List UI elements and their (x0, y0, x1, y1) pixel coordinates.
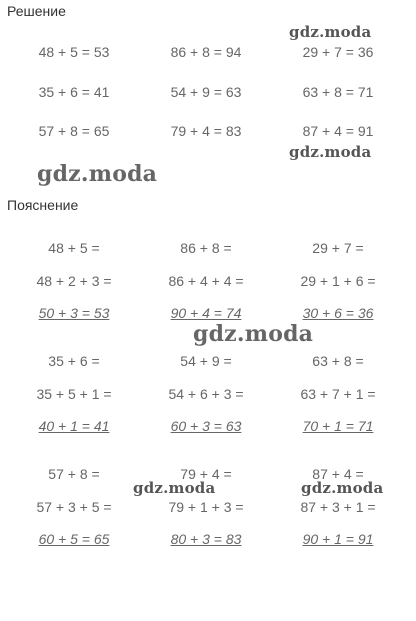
solution-equation: 63 + 8 = 71 (302, 84, 374, 100)
explanation-split: 86 + 4 + 4 = (168, 273, 244, 289)
watermark: gdz.moda (133, 479, 216, 497)
explanation-split: 79 + 1 + 3 = (168, 499, 244, 515)
explanation-split: 54 + 6 + 3 = (168, 386, 244, 402)
explanation-result: 60 + 5 = 65 (38, 531, 110, 547)
solution-equation: 54 + 9 = 63 (170, 84, 242, 100)
watermark: gdz.moda (301, 479, 384, 497)
explanation-split: 87 + 3 + 1 = (300, 499, 376, 515)
explanation-heading: Пояснение (7, 197, 79, 213)
explanation-result: 90 + 4 = 74 (170, 305, 242, 321)
explanation-result: 70 + 1 = 71 (302, 418, 374, 434)
explanation-problem: 86 + 8 = (180, 240, 232, 256)
watermark: gdz.moda (289, 23, 372, 41)
explanation-split: 48 + 2 + 3 = (36, 273, 112, 289)
explanation-split: 29 + 1 + 6 = (300, 273, 376, 289)
explanation-split: 35 + 5 + 1 = (36, 386, 112, 402)
solution-equation: 86 + 8 = 94 (170, 44, 242, 60)
solution-heading: Решение (7, 3, 66, 19)
explanation-problem: 57 + 8 = (48, 466, 100, 482)
explanation-problem: 35 + 6 = (48, 353, 100, 369)
explanation-problem: 54 + 9 = (180, 353, 232, 369)
explanation-split: 57 + 3 + 5 = (36, 499, 112, 515)
explanation-problem: 48 + 5 = (48, 240, 100, 256)
watermark: gdz.moda (37, 161, 158, 187)
explanation-split: 63 + 7 + 1 = (300, 386, 376, 402)
watermark: gdz.moda (193, 321, 314, 347)
explanation-problem: 63 + 8 = (312, 353, 364, 369)
solution-equation: 87 + 4 = 91 (302, 123, 374, 139)
solution-equation: 57 + 8 = 65 (38, 123, 110, 139)
explanation-problem: 79 + 4 = (180, 466, 232, 482)
explanation-problem: 29 + 7 = (312, 240, 364, 256)
solution-equation: 29 + 7 = 36 (302, 44, 374, 60)
explanation-result: 50 + 3 = 53 (38, 305, 110, 321)
solution-equation: 79 + 4 = 83 (170, 123, 242, 139)
explanation-result: 80 + 3 = 83 (170, 531, 242, 547)
explanation-result: 90 + 1 = 91 (302, 531, 374, 547)
watermark: gdz.moda (289, 143, 372, 161)
explanation-result: 60 + 3 = 63 (170, 418, 242, 434)
explanation-problem: 87 + 4 = (312, 466, 364, 482)
solution-equation: 48 + 5 = 53 (38, 44, 110, 60)
solution-equation: 35 + 6 = 41 (38, 84, 110, 100)
explanation-result: 40 + 1 = 41 (38, 418, 110, 434)
explanation-result: 30 + 6 = 36 (302, 305, 374, 321)
